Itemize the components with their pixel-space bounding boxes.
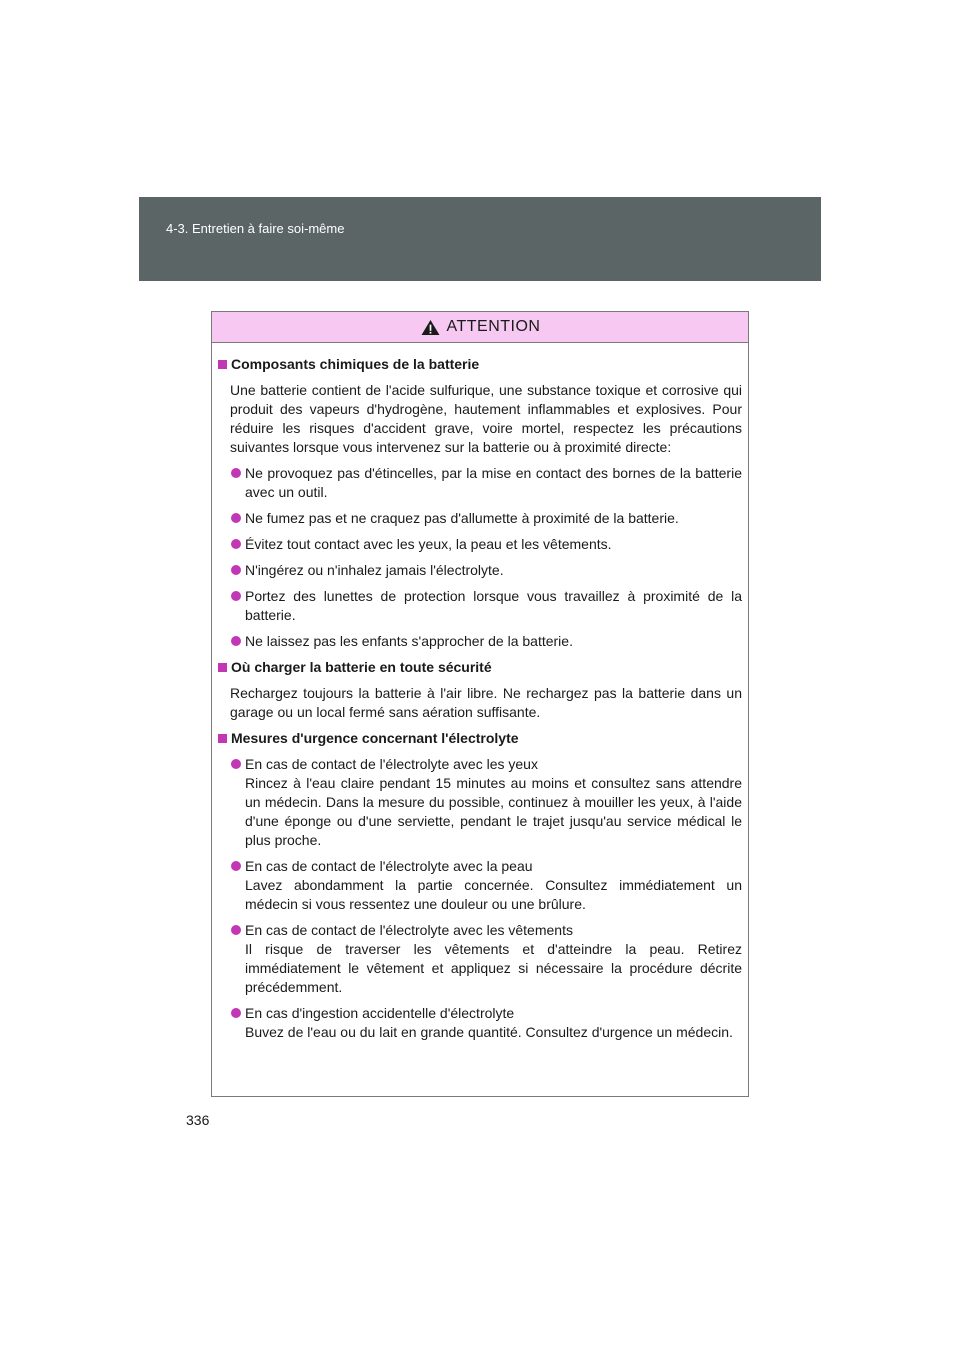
warning-body xyxy=(212,343,748,1042)
warning-triangle-icon xyxy=(420,319,441,336)
square-bullet-icon xyxy=(218,360,227,369)
section-electrolyte-emergency xyxy=(218,729,742,1042)
section-paragraph: Une batterie contient de l'acide sulfurique, une substance toxique et corrosive qui produit des vapeurs d'hydrogène, hautement inflammables et explosives. Pour réduire les risques d'accident grave, voire mortel, respectez les précautions suivantes lorsque vous intervenez sur la batterie ou à proximité directe: xyxy=(230,382,742,455)
list-item-text: N'ingérez ou n'inhalez jamais l'électrolyte. xyxy=(245,562,504,578)
list-item-text xyxy=(245,921,742,997)
list-item xyxy=(230,755,742,850)
section-header-band xyxy=(139,197,821,281)
list-item-text xyxy=(245,755,742,850)
section-charging-safety xyxy=(218,658,742,722)
circle-bullet-icon xyxy=(231,1008,241,1018)
list-item-lead: En cas de contact de l'électrolyte avec les vêtements xyxy=(245,922,573,938)
list-item xyxy=(230,587,742,625)
page-number: 336 xyxy=(186,1112,210,1128)
circle-bullet-icon xyxy=(231,861,241,871)
list-item xyxy=(230,464,742,502)
section-heading-text: Mesures d'urgence concernant l'électrolyte xyxy=(231,730,519,746)
section-heading xyxy=(218,658,742,677)
list-item-text xyxy=(245,1004,742,1042)
list-item-detail: Lavez abondamment la partie concernée. Consultez immédiatement un médecin si vous ressentez une douleur ou une brûlure. xyxy=(245,877,742,912)
section-heading-text: Où charger la batterie en toute sécurité xyxy=(231,659,492,675)
list-item xyxy=(230,1004,742,1042)
circle-bullet-icon xyxy=(231,468,241,478)
square-bullet-icon xyxy=(218,734,227,743)
list-item xyxy=(230,561,742,580)
section-heading-text: Composants chimiques de la batterie xyxy=(231,356,480,372)
circle-bullet-icon xyxy=(231,565,241,575)
list-item xyxy=(230,857,742,914)
list-item-text: Ne laissez pas les enfants s'approcher de la batterie. xyxy=(245,633,573,649)
list-item-detail: Buvez de l'eau ou du lait en grande quantité. Consultez d'urgence un médecin. xyxy=(245,1024,733,1040)
list-item-text: Évitez tout contact avec les yeux, la peau et les vêtements. xyxy=(245,536,612,552)
list-item-text xyxy=(245,857,742,914)
section-heading xyxy=(218,729,742,748)
circle-bullet-icon xyxy=(231,591,241,601)
warning-header xyxy=(212,312,748,343)
circle-bullet-icon xyxy=(231,925,241,935)
circle-bullet-icon xyxy=(231,759,241,769)
section-battery-chemicals xyxy=(218,355,742,651)
warning-title: ATTENTION xyxy=(446,318,541,335)
list-item-text: Ne fumez pas et ne craquez pas d'allumette à proximité de la batterie. xyxy=(245,510,679,526)
list-item-text: Ne provoquez pas d'étincelles, par la mise en contact des bornes de la batterie avec un outil. xyxy=(245,465,742,500)
circle-bullet-icon xyxy=(231,636,241,646)
list-item xyxy=(230,921,742,997)
warning-box xyxy=(211,311,749,1097)
list-item xyxy=(230,509,742,528)
section-heading xyxy=(218,355,742,374)
list-item xyxy=(230,632,742,651)
circle-bullet-icon xyxy=(231,513,241,523)
list-item xyxy=(230,535,742,554)
list-item-lead: En cas d'ingestion accidentelle d'électrolyte xyxy=(245,1005,515,1021)
section-paragraph: Rechargez toujours la batterie à l'air libre. Ne rechargez pas la batterie dans un garage ou un local fermé sans aération suffisante. xyxy=(230,685,742,720)
section-title: 4-3. Entretien à faire soi-même xyxy=(166,221,345,236)
list-item-lead: En cas de contact de l'électrolyte avec les yeux xyxy=(245,756,538,772)
list-item-text: Portez des lunettes de protection lorsque vous travaillez à proximité de la batterie. xyxy=(245,588,742,623)
list-item-detail: Il risque de traverser les vêtements et d'atteindre la peau. Retirez immédiatement le vêtement et appliquez si nécessaire la procédure décrite précédemment. xyxy=(245,941,742,995)
circle-bullet-icon xyxy=(231,539,241,549)
list-item-detail: Rincez à l'eau claire pendant 15 minutes au moins et consultez sans attendre un médecin. Dans la mesure du possible, continuez à mouiller les yeux, à l'aide d'une éponge ou d'une serviette, pendant le trajet jusqu'au service médical le plus proche. xyxy=(245,775,742,848)
square-bullet-icon xyxy=(218,663,227,672)
list-item-lead: En cas de contact de l'électrolyte avec la peau xyxy=(245,858,533,874)
